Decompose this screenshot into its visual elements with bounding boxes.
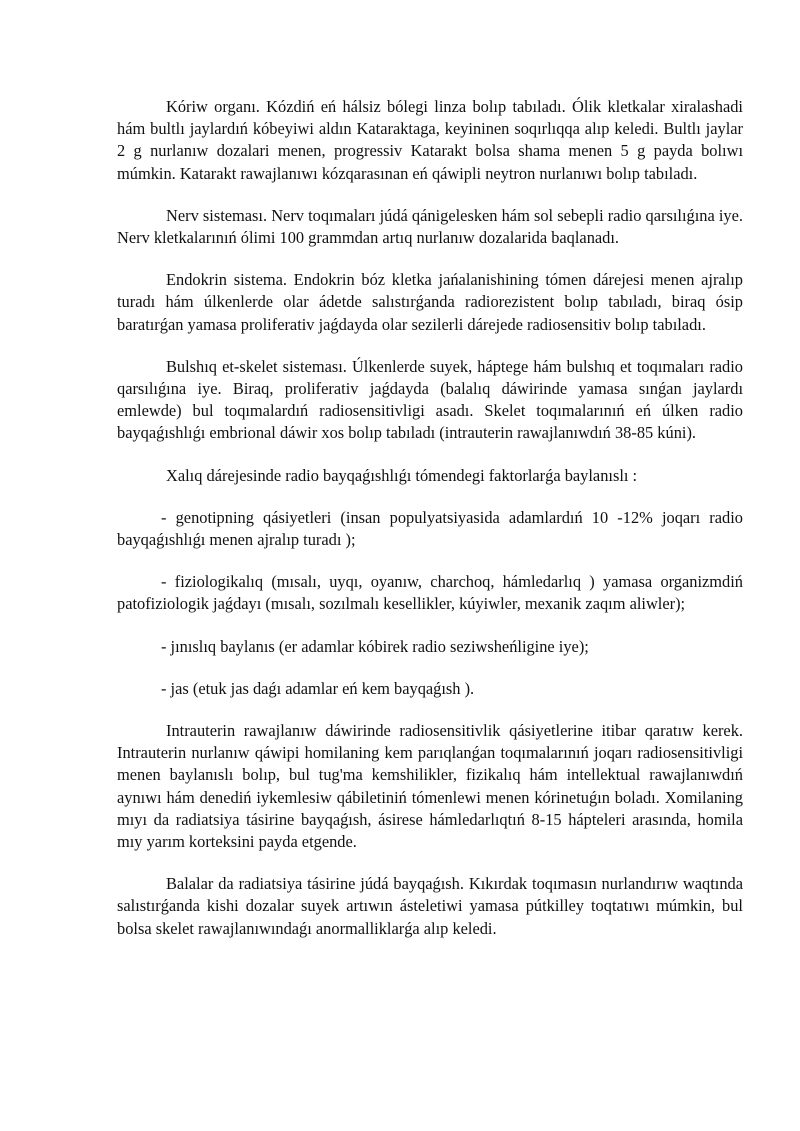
paragraph-children: Balalar da radiatsiya tásirine júdá bayqaǵısh. Kıkırdak toqımasın nurlandırıw waqtında salıstırǵanda kishi dozalar suyek artıwın ásteletiwi yamasa pútkilley toqtatıwı múmkin, bul bolsa skelet rawajlanıwındaǵı anormalliklarǵa alıp keledi.	[117, 874, 743, 938]
paragraph-nervous-system: Nerv sisteması. Nerv toqımaları júdá qánigelesken hám sol sebepli radio qarsılıǵına iye. Nerv kletkalarınıń ólimi 100 grammdan artıq nurlanıw dozalarida baqlanadı.	[117, 205, 743, 248]
list-item-genotype: - genotipning qásiyetleri (insan populyatsiyasida adamlardıń 10 -12% joqarı radio bayqaǵıshlıǵı menen ajralıp turadı );	[117, 507, 743, 550]
list-item-age: - jas (etuk jas daǵı adamlar eń kem bayqaǵısh ).	[161, 678, 475, 698]
list-item-sex: - jınıslıq baylanıs (er adamlar kóbirek radio seziwsheńligine iye);	[161, 636, 589, 656]
paragraph-endocrine-system: Endokrin sistema. Endokrin bóz kletka jańalanishining tómen dárejesi menen ajralıp turadı hám úlkenlerde olar ádetde salıstırǵanda radiorezistent bolıp tabıladı, biraq ósip baratırǵan yamasa proliferativ jaǵdayda olar sezilerli dárejede radiosensitiv bolıp tabıladı.	[117, 270, 743, 334]
paragraph-intrauterine: Intrauterin rawajlanıw dáwirinde radiosensitivlik qásiyetlerine itibar qaratıw kerek. Intrauterin nurlanıw qáwipi homilaning kem parıqlanǵan toqımalarınıń joqarı radiosensitivligi menen baylanıslı bolıp, bul tug'ma kemshilikler, fizikalıq hám intellektual rawajlanıwdıń aynıwı hám denediń iykemlesiw qábiletiniń tómenlewi menen kórinetuǵın boladı. Xomilaning mıyı da radiatsiya tásirine bayqaǵısh, ásirese hámledarlıqtıń 8-15 hápteleri arasında, homila mıy yarım korteksini payda etgende.	[117, 721, 743, 852]
paragraph-population-factors: Xalıq dárejesinde radio bayqaǵıshlıǵı tómendegi faktorlarǵa baylanıslı :	[166, 465, 638, 485]
paragraph-vision-organ: Kóriw organı. Kózdiń eń hálsiz bólegi linza bolıp tabıladı. Ólik kletkalar xiralashadi hám bultlı jaylardıń kóbeyiwi aldın Kataraktaga, keyininen soqırlıqqa alıp keledi. Bultlı jaylar 2 g nurlanıw dozalari menen, progressiv Katarakt bolsa shama menen 5 g payda bolıwı múmkin. Katarakt rawajlanıwı kózqarasınan eń qáwipli neytron nurlanıwı bolıp tabıladı.	[117, 97, 743, 183]
document-page	[117, 96, 743, 960]
paragraph-musculoskeletal-system: Bulshıq et-skelet sisteması. Úlkenlerde suyek, háptege hám bulshıq et toqımaları radio qarsılıǵına iye. Biraq, proliferativ jaǵdayda (balalıq dáwirinde yamasa sınǵan jaylardı emlewde) bul toqımalardıń radiosensitivligi asadı. Skelet toqımalarınıń eń úlken radio bayqaǵıshlıǵı embrional dáwir xos bolıp tabıladı (intrauterin rawajlanıwdıń 38-85 kúni).	[117, 356, 743, 443]
list-item-physiological: - fiziologikalıq (mısalı, uyqı, oyanıw, charchoq, hámledarlıq ) yamasa organizmdiń patofiziologik jaǵdayı (mısalı, sozılmalı kesellikler, kúyiwler, mexanik zaqım aliwler);	[117, 572, 743, 614]
